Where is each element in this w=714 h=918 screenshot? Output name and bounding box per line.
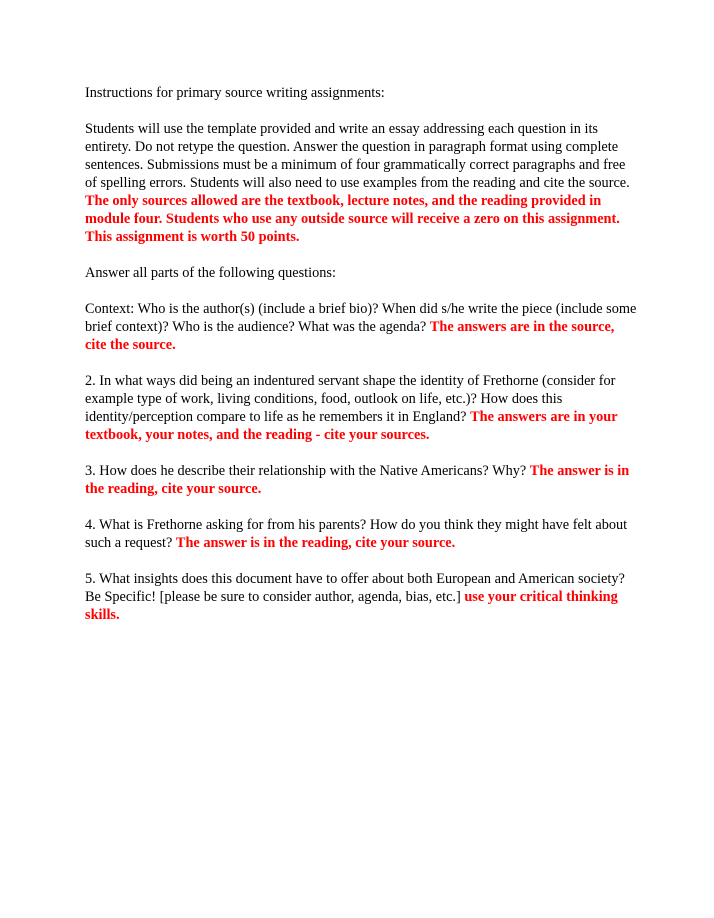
question-emphasis: The answer is in the reading, cite your source. <box>85 463 630 497</box>
question-text: 2. In what ways did being an indentured servant shape the identity of Frethorne (consider for example type of work, living conditions, food, outlook on life, etc.)? How does this identity/perception compare to life as he remembers it in England? <box>85 373 616 425</box>
question-emphasis: The answers are in the source, cite the source. <box>85 319 615 353</box>
document-heading: Instructions for primary source writing assignments: <box>85 85 385 101</box>
question-text: 4. What is Frethorne asking for from his parents? How do you think they might have felt about such a request? <box>85 517 628 551</box>
question-text: 3. How does he describe their relationship with the Native Americans? Why? <box>85 463 530 479</box>
questions-heading: Answer all parts of the following questions: <box>85 265 336 281</box>
intro-emphasis: The only sources allowed are the textbook, lecture notes, and the reading provided in module four. Students who use any outside source will receive a zero on this assignment. This assignment is worth 50 points. <box>85 193 620 245</box>
question-emphasis: use your critical thinking skills. <box>85 589 618 623</box>
question-emphasis: The answers are in your textbook, your notes, and the reading - cite your sources. <box>85 409 618 443</box>
question-2 <box>85 372 638 444</box>
intro-text: Students will use the template provided and write an essay addressing each question in its entirety. Do not retype the question. Answer the question in paragraph format using complete sentences. Submissions must be a minimum of four grammatically correct paragraphs and free of spelling errors. Students will also need to use examples from the reading and cite the source. <box>85 121 630 191</box>
question-emphasis: The answer is in the reading, cite your source. <box>175 535 456 551</box>
intro-paragraph <box>85 120 638 246</box>
question-context <box>85 300 638 354</box>
question-4 <box>85 516 638 552</box>
question-3 <box>85 462 638 498</box>
question-text: 5. What insights does this document have to offer about both European and American society? Be Specific! [please be sure to consider author, agenda, bias, etc.] <box>85 571 625 605</box>
question-5 <box>85 570 638 624</box>
question-text: Context: Who is the author(s) (include a brief bio)? When did s/he write the piece (include some brief context)? Who is the audience? What was the agenda? <box>85 301 637 335</box>
